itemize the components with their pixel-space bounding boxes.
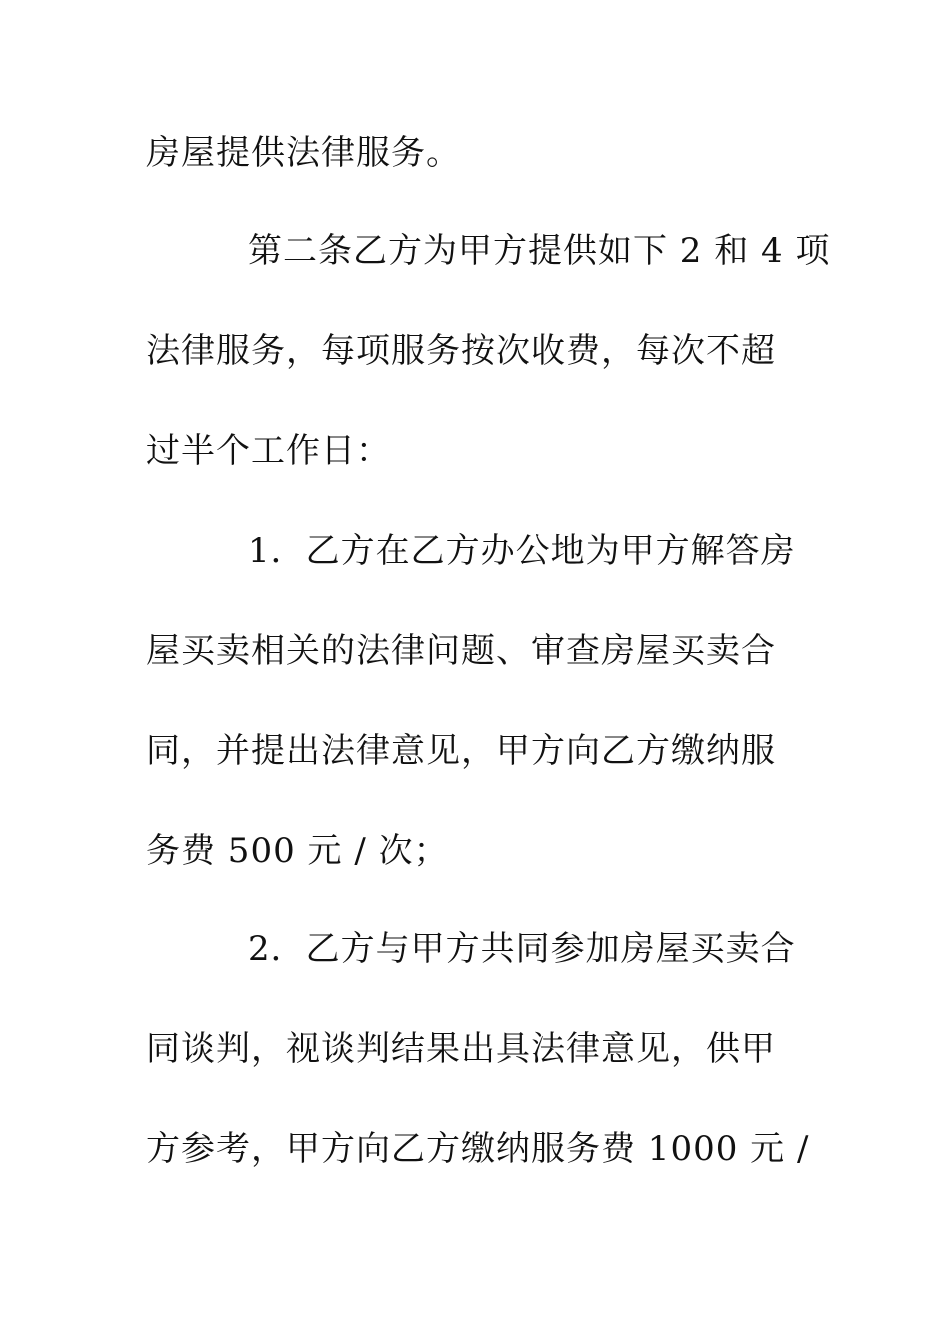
text-line-5: 1．乙方在乙方办公地为甲方解答房 — [248, 531, 796, 571]
text-line-4: 过半个工作日： — [146, 431, 391, 471]
text-line-8: 务费 500 元 / 次； — [146, 831, 449, 871]
text-line-11: 方参考，甲方向乙方缴纳服务费 1000 元 / — [146, 1129, 810, 1169]
text-line-2: 第二条乙方为甲方提供如下 2 和 4 项 — [248, 231, 831, 271]
text-line-7: 同，并提出法律意见，甲方向乙方缴纳服 — [146, 731, 776, 771]
text-line-6: 屋买卖相关的法律问题、审查房屋买卖合 — [146, 631, 776, 671]
text-line-10: 同谈判，视谈判结果出具法律意见，供甲 — [146, 1029, 776, 1069]
text-line-3: 法律服务，每项服务按次收费，每次不超 — [146, 331, 776, 371]
text-line-9: 2．乙方与甲方共同参加房屋买卖合 — [248, 929, 796, 969]
text-line-1: 房屋提供法律服务。 — [146, 133, 461, 173]
